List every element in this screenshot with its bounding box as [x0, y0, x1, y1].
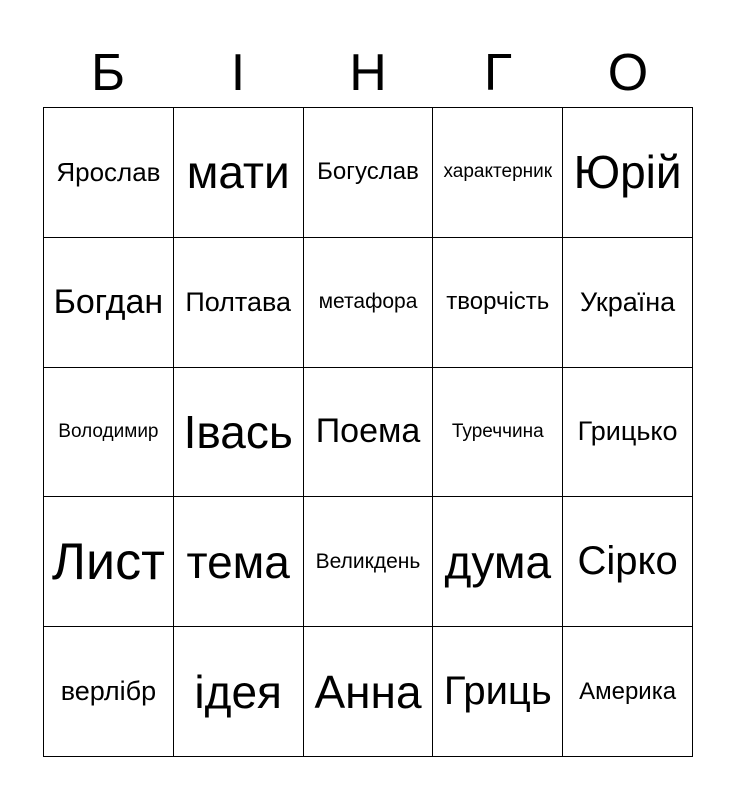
bingo-cell[interactable]	[44, 497, 174, 627]
bingo-cell[interactable]	[433, 238, 563, 368]
header-letter-b: Б	[90, 44, 126, 102]
header-letter-h: Г	[483, 44, 513, 102]
bingo-cell[interactable]	[174, 627, 304, 757]
bingo-cell-label: Великдень	[315, 549, 421, 573]
header-letter-i: І	[230, 44, 246, 102]
bingo-cell-label: мати	[186, 146, 290, 199]
bingo-cell-label: Полтава	[185, 286, 292, 317]
bingo-cell-label: Івась	[183, 405, 293, 458]
bingo-cell-label: ідея	[194, 665, 282, 718]
bingo-cell-label: Україна	[579, 286, 676, 317]
bingo-cell-label: Володимир	[58, 420, 159, 442]
bingo-cell-label: верлібр	[60, 676, 157, 707]
bingo-cell[interactable]	[304, 368, 434, 498]
bingo-cell-label: дума	[444, 535, 552, 588]
bingo-cell[interactable]	[563, 497, 693, 627]
bingo-cell[interactable]	[563, 108, 693, 238]
bingo-cell[interactable]	[433, 497, 563, 627]
bingo-cell[interactable]	[44, 108, 174, 238]
header-letter-n: Н	[349, 44, 387, 102]
bingo-cell-label: Гриць	[443, 669, 552, 714]
bingo-cell[interactable]	[44, 627, 174, 757]
bingo-cell[interactable]	[433, 108, 563, 238]
bingo-cell-label: Туреччина	[451, 420, 544, 442]
bingo-cell-label: Грицько	[577, 416, 678, 447]
bingo-cell[interactable]	[433, 368, 563, 498]
bingo-cell-label: Америка	[579, 677, 677, 705]
bingo-cell-label: Поема	[315, 412, 421, 451]
bingo-cell[interactable]	[174, 497, 304, 627]
bingo-cell-label: тема	[186, 535, 290, 588]
bingo-cell[interactable]	[304, 108, 434, 238]
bingo-header	[43, 40, 693, 106]
bingo-cell[interactable]	[563, 368, 693, 498]
bingo-cell[interactable]	[44, 238, 174, 368]
bingo-cell-label: Анна	[314, 665, 422, 718]
bingo-cell-label: Сірко	[577, 539, 678, 584]
bingo-cell[interactable]	[563, 238, 693, 368]
bingo-cell-label: творчість	[446, 288, 550, 316]
bingo-cell-label: Ярослав	[56, 156, 161, 187]
header-letter-o: О	[607, 44, 649, 102]
bingo-cell-label: метафора	[318, 290, 418, 314]
bingo-cell-label: Лист	[51, 532, 165, 591]
bingo-cell[interactable]	[433, 627, 563, 757]
bingo-cell-label: Богуслав	[317, 158, 419, 186]
bingo-cell[interactable]	[44, 368, 174, 498]
bingo-cell[interactable]	[174, 238, 304, 368]
bingo-cell-label: характерник	[443, 161, 553, 183]
bingo-cell[interactable]	[174, 108, 304, 238]
bingo-cell[interactable]	[563, 627, 693, 757]
bingo-cell-label: Богдан	[53, 282, 164, 321]
bingo-cell[interactable]	[304, 627, 434, 757]
bingo-cell-label: Юрій	[573, 146, 682, 199]
bingo-grid	[43, 107, 693, 757]
bingo-cell[interactable]	[304, 497, 434, 627]
bingo-cell[interactable]	[174, 368, 304, 498]
bingo-cell[interactable]	[304, 238, 434, 368]
